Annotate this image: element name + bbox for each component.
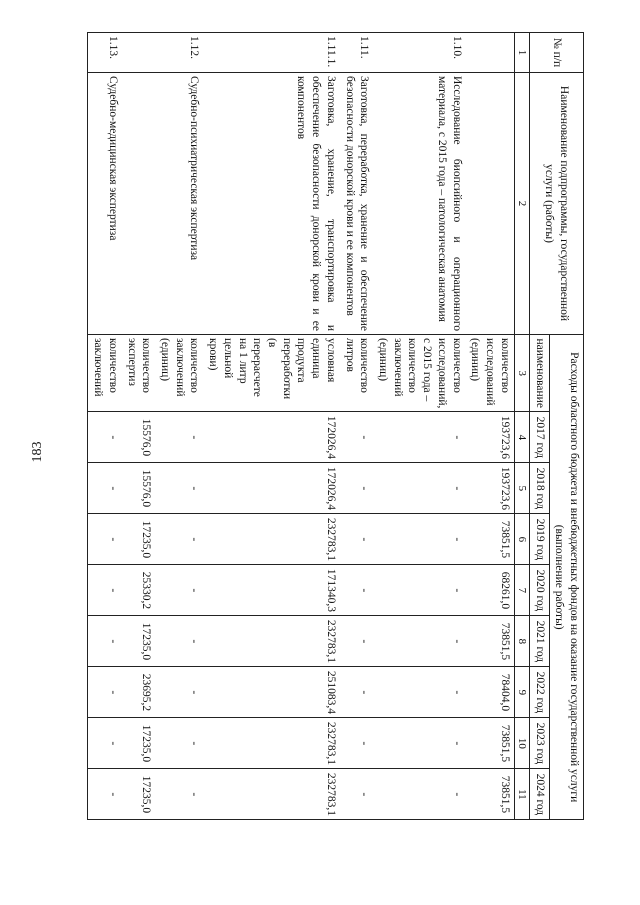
row-value: -: [155, 769, 203, 820]
header-year: 2021 год: [529, 616, 549, 667]
table-row: [88, 33, 122, 820]
table-row: [155, 33, 203, 820]
row-value: -: [88, 514, 122, 565]
row-value: 251083,4: [203, 667, 339, 718]
row-value: -: [340, 463, 373, 514]
row-value: 73851,5: [466, 616, 515, 667]
header-expenses: Расходы областного бюджета и внебюджетных фондов на оказание государственной услуги (выполнение работы): [549, 335, 583, 820]
budget-table: [87, 32, 584, 820]
column-number: 4: [514, 412, 529, 463]
row-indicator: количество исследований (единиц): [466, 335, 515, 412]
column-number: 11: [514, 769, 529, 820]
column-number: 2: [514, 73, 529, 335]
row-value: -: [340, 769, 373, 820]
row-value: 17235,0: [122, 718, 155, 769]
row-value: 15576,0: [122, 412, 155, 463]
row-value: 193723,6: [466, 463, 515, 514]
row-value: -: [155, 463, 203, 514]
row-value: 17235,0: [122, 769, 155, 820]
row-number: 1.12.: [155, 33, 203, 73]
column-number: 3: [514, 335, 529, 412]
row-value: -: [340, 667, 373, 718]
column-number: 10: [514, 718, 529, 769]
row-value: -: [88, 565, 122, 616]
row-value: 15576,0: [122, 463, 155, 514]
row-value: 73851,5: [466, 718, 515, 769]
row-number: 1.13.: [88, 33, 122, 73]
row-service-name: Исследование биопсийного и операционного материала, с 2015 года – патологическая анатомия: [373, 73, 465, 335]
row-value: -: [155, 616, 203, 667]
row-value: -: [373, 667, 465, 718]
row-value: -: [340, 718, 373, 769]
header-year: 2020 год: [529, 565, 549, 616]
row-value: -: [340, 514, 373, 565]
row-value: 232783,1: [203, 616, 339, 667]
row-value: -: [155, 667, 203, 718]
row-indicator: количество заключений: [88, 335, 122, 412]
row-value: 73851,5: [466, 514, 515, 565]
row-value: -: [340, 412, 373, 463]
row-value: -: [373, 412, 465, 463]
row-service-name: [466, 73, 515, 335]
row-indicator: количество экспертиз: [122, 335, 155, 412]
row-value: -: [373, 616, 465, 667]
header-year: 2024 год: [529, 769, 549, 820]
row-value: -: [340, 565, 373, 616]
header-indicator: наименование: [529, 335, 549, 412]
row-number: [466, 33, 515, 73]
row-value: -: [155, 412, 203, 463]
column-number: 5: [514, 463, 529, 514]
row-value: 25330,2: [122, 565, 155, 616]
row-value: 232783,1: [203, 514, 339, 565]
header-num: № п/п: [529, 33, 583, 73]
row-indicator: количество исследований, с 2015 года – количество заключений (единиц): [373, 335, 465, 412]
row-service-name: [122, 73, 155, 335]
row-value: 17235,0: [122, 514, 155, 565]
page-number: 183: [30, 441, 45, 463]
row-value: -: [373, 565, 465, 616]
row-value: -: [88, 769, 122, 820]
table-row: [340, 33, 373, 820]
table-row: [373, 33, 465, 820]
row-number: [122, 33, 155, 73]
column-number: 9: [514, 667, 529, 718]
row-service-name: Судебно-психиатрическая экспертиза: [155, 73, 203, 335]
column-number: 6: [514, 514, 529, 565]
row-value: -: [155, 718, 203, 769]
row-service-name: Заготовка, хранение, транспортировка и обеспечение безопасности донорской крови и ее компонентов: [203, 73, 339, 335]
row-value: -: [155, 514, 203, 565]
row-indicator: количество заключений (единиц): [155, 335, 203, 412]
row-value: 172026,4: [203, 463, 339, 514]
row-value: -: [340, 616, 373, 667]
row-value: -: [373, 718, 465, 769]
row-value: -: [88, 616, 122, 667]
row-service-name: Судебно-медицинская экспертиза: [88, 73, 122, 335]
header-year: 2018 год: [529, 463, 549, 514]
row-value: 232783,1: [203, 718, 339, 769]
row-value: 17235,0: [122, 616, 155, 667]
table-row: [203, 33, 339, 820]
header-year: 2023 год: [529, 718, 549, 769]
row-value: 68261,0: [466, 565, 515, 616]
column-number: 8: [514, 616, 529, 667]
column-number: 7: [514, 565, 529, 616]
row-indicator: количество литров: [340, 335, 373, 412]
row-value: 172026,4: [203, 412, 339, 463]
row-value: -: [373, 514, 465, 565]
table-row: [466, 33, 515, 820]
header-name: Наименование подпрограммы, государственной услуги (работы): [529, 73, 583, 335]
row-value: 78404,0: [466, 667, 515, 718]
row-value: 171340,3: [203, 565, 339, 616]
header-year: 2022 год: [529, 667, 549, 718]
row-value: -: [88, 667, 122, 718]
row-number: 1.10.: [373, 33, 465, 73]
header-year: 2019 год: [529, 514, 549, 565]
row-indicator: условная единица продукта переработки (в перерасчете на 1 литр цельной крови): [203, 335, 339, 412]
header-year: 2017 год: [529, 412, 549, 463]
row-number: 1.11.1.: [203, 33, 339, 73]
column-number: 1: [514, 33, 529, 73]
row-value: -: [88, 463, 122, 514]
row-value: -: [88, 718, 122, 769]
row-value: -: [373, 463, 465, 514]
row-value: -: [88, 412, 122, 463]
table-row: [122, 33, 155, 820]
row-value: -: [155, 565, 203, 616]
row-value: -: [373, 769, 465, 820]
row-number: 1.11.: [340, 33, 373, 73]
row-value: 193723,6: [466, 412, 515, 463]
row-value: 232783,1: [203, 769, 339, 820]
row-value: 73851,5: [466, 769, 515, 820]
row-service-name: Заготовка, переработка, хранение и обеспечение безопасности донорской крови и ее компонентов: [340, 73, 373, 335]
row-value: 23695,2: [122, 667, 155, 718]
